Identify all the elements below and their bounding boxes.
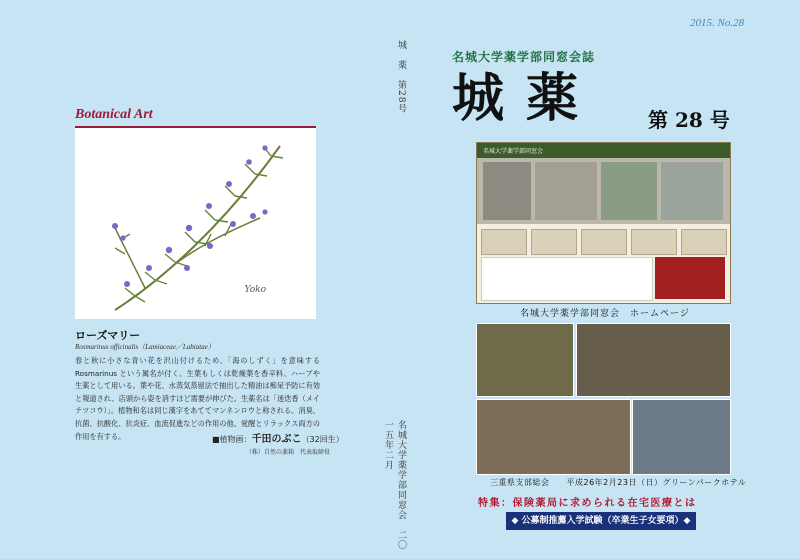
rosemary-drawing <box>75 128 316 319</box>
nav-tile <box>481 229 527 255</box>
artist-signature: Yoko <box>244 285 266 295</box>
plant-name: ローズマリー <box>75 329 141 342</box>
journal-subtitle: 名城大学薬学部同窓会誌 <box>452 50 596 64</box>
admission-banner: ◆ 公募制推薦入学試験（卒業生子女要項）◆ <box>506 512 696 530</box>
latin-name: Rosmarinus officinalis（Lamiaceae／Labiatae） <box>75 343 215 351</box>
website-banner <box>477 158 730 224</box>
banner-photo <box>661 162 723 220</box>
meeting-photo-group <box>632 399 731 475</box>
meeting-photo-audience <box>576 323 731 397</box>
credit-name: 千田のぶこ <box>251 434 302 445</box>
website-caption: 名城大学薬学部同窓会 ホームページ <box>520 309 690 319</box>
botanical-illustration <box>75 128 316 319</box>
photo-caption: 三重県支部総会 平成26年2月23日（日）グリーンパークホテル <box>490 478 747 487</box>
meeting-photo-banner <box>476 323 574 397</box>
issue-number: 2015. No.28 <box>690 17 745 29</box>
website-nav <box>481 229 726 253</box>
nav-tile <box>681 229 727 255</box>
website-screenshot <box>476 142 731 304</box>
plant-description: 春と秋に小さな青い花を沢山付けるため、「海のしずく」を意味する Rosmarinus という属名が付く。生葉もしくは乾燥葉を香辛料、ハーブや生薬として用いる。葉や花、水蒸気蒸留法で抽出した精油は痴呆予防に有効と報道され、店頭から姿を消すほど需要が伸びた。生薬名は「迷迭香（メイテツコウ）」。植物和名は同じ漢字をあててマンネンロウと称される。消臭、抗菌、抗酸化、抗炎症、血流促進などの作用の他、覚醒とリラックス両方の作用を有する。 <box>75 356 320 441</box>
website-news <box>481 257 653 301</box>
volume-number: 第 28 号 <box>648 108 730 132</box>
banner-photo <box>601 162 657 220</box>
artist-affiliation: （株）自然の薬箱 代表取締役 <box>246 449 331 456</box>
nav-tile <box>531 229 577 255</box>
banner-photo <box>535 162 597 220</box>
website-side-banner <box>655 257 725 299</box>
credit-label: ■植物画： <box>212 435 252 444</box>
feature-headline: 特集：保険薬局に求められる在宅医療とは <box>478 498 697 509</box>
nav-tile <box>581 229 627 255</box>
spine <box>384 30 408 550</box>
website-title: 名城大学薬学部同窓会 <box>483 148 544 155</box>
section-title: Botanical Art <box>75 107 153 122</box>
masthead: 城薬 <box>452 68 601 129</box>
spine-title: 城 薬 第28号 <box>396 40 406 114</box>
spine-publisher: 名城大学薬学部同窓会 二〇一五年二月 <box>383 420 406 550</box>
banner-photo <box>483 162 531 220</box>
meeting-photo-toast <box>476 399 631 475</box>
artist-credit <box>212 430 344 445</box>
credit-class: （32回生） <box>301 435 344 444</box>
nav-tile <box>631 229 677 255</box>
